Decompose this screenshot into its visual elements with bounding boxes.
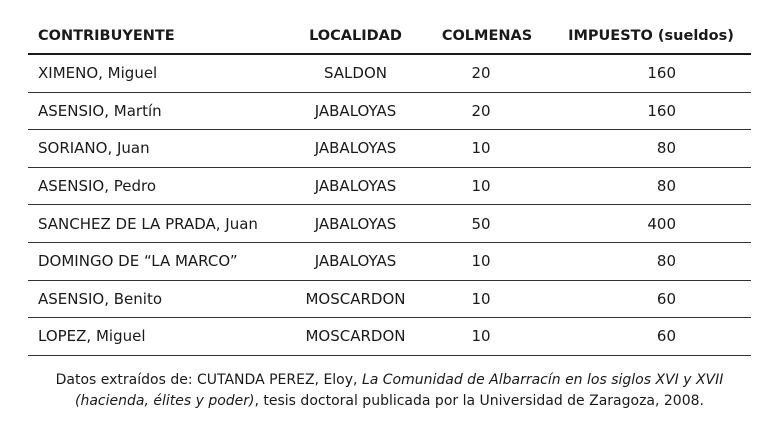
cell-colmenas: 50 <box>423 205 551 243</box>
cell-localidad: JABALOYAS <box>288 242 423 280</box>
cell-localidad: JABALOYAS <box>288 92 423 130</box>
cell-contribuyente: SANCHEZ DE LA PRADA, Juan <box>28 205 288 243</box>
cell-impuesto: 80 <box>551 167 751 205</box>
table-row <box>28 205 751 243</box>
cell-contribuyente: LOPEZ, Miguel <box>28 318 288 356</box>
cell-impuesto: 80 <box>551 242 751 280</box>
document-page <box>28 18 751 412</box>
cell-contribuyente: SORIANO, Juan <box>28 130 288 168</box>
table-row <box>28 318 751 356</box>
header-colmenas: COLMENAS <box>423 18 551 54</box>
cell-contribuyente: ASENSIO, Pedro <box>28 167 288 205</box>
table-row <box>28 130 751 168</box>
cell-colmenas: 10 <box>423 280 551 318</box>
taxpayers-table <box>28 18 751 356</box>
cell-contribuyente: DOMINGO DE “LA MARCO” <box>28 242 288 280</box>
header-localidad: LOCALIDAD <box>288 18 423 54</box>
cell-impuesto: 160 <box>551 54 751 92</box>
cell-colmenas: 10 <box>423 242 551 280</box>
cell-localidad: JABALOYAS <box>288 167 423 205</box>
table-row <box>28 54 751 92</box>
header-contribuyente: CONTRIBUYENTE <box>28 18 288 54</box>
caption-prefix: Datos extraídos de: CUTANDA PEREZ, Eloy, <box>55 371 362 388</box>
caption-suffix: , tesis doctoral publicada por la Universidad de Zaragoza, 2008. <box>254 392 704 409</box>
table-row <box>28 92 751 130</box>
cell-localidad: JABALOYAS <box>288 130 423 168</box>
cell-colmenas: 10 <box>423 130 551 168</box>
cell-impuesto: 160 <box>551 92 751 130</box>
cell-colmenas: 20 <box>423 92 551 130</box>
cell-contribuyente: ASENSIO, Martín <box>28 92 288 130</box>
header-impuesto: IMPUESTO (sueldos) <box>551 18 751 54</box>
cell-localidad: SALDON <box>288 54 423 92</box>
caption-line-2 <box>28 391 751 412</box>
cell-colmenas: 20 <box>423 54 551 92</box>
source-caption <box>28 370 751 412</box>
cell-localidad: JABALOYAS <box>288 205 423 243</box>
cell-colmenas: 10 <box>423 318 551 356</box>
cell-impuesto: 60 <box>551 318 751 356</box>
cell-localidad: MOSCARDON <box>288 280 423 318</box>
caption-title-line2: (hacienda, élites y poder) <box>75 392 255 409</box>
cell-contribuyente: XIMENO, Miguel <box>28 54 288 92</box>
caption-line-1 <box>28 370 751 391</box>
cell-impuesto: 400 <box>551 205 751 243</box>
table-row <box>28 242 751 280</box>
cell-impuesto: 80 <box>551 130 751 168</box>
cell-colmenas: 10 <box>423 167 551 205</box>
cell-contribuyente: ASENSIO, Benito <box>28 280 288 318</box>
cell-impuesto: 60 <box>551 280 751 318</box>
table-header-row <box>28 18 751 54</box>
cell-localidad: MOSCARDON <box>288 318 423 356</box>
table-row <box>28 280 751 318</box>
caption-title-line1: La Comunidad de Albarracín en los siglos XVI y XVII <box>361 371 724 388</box>
table-row <box>28 167 751 205</box>
